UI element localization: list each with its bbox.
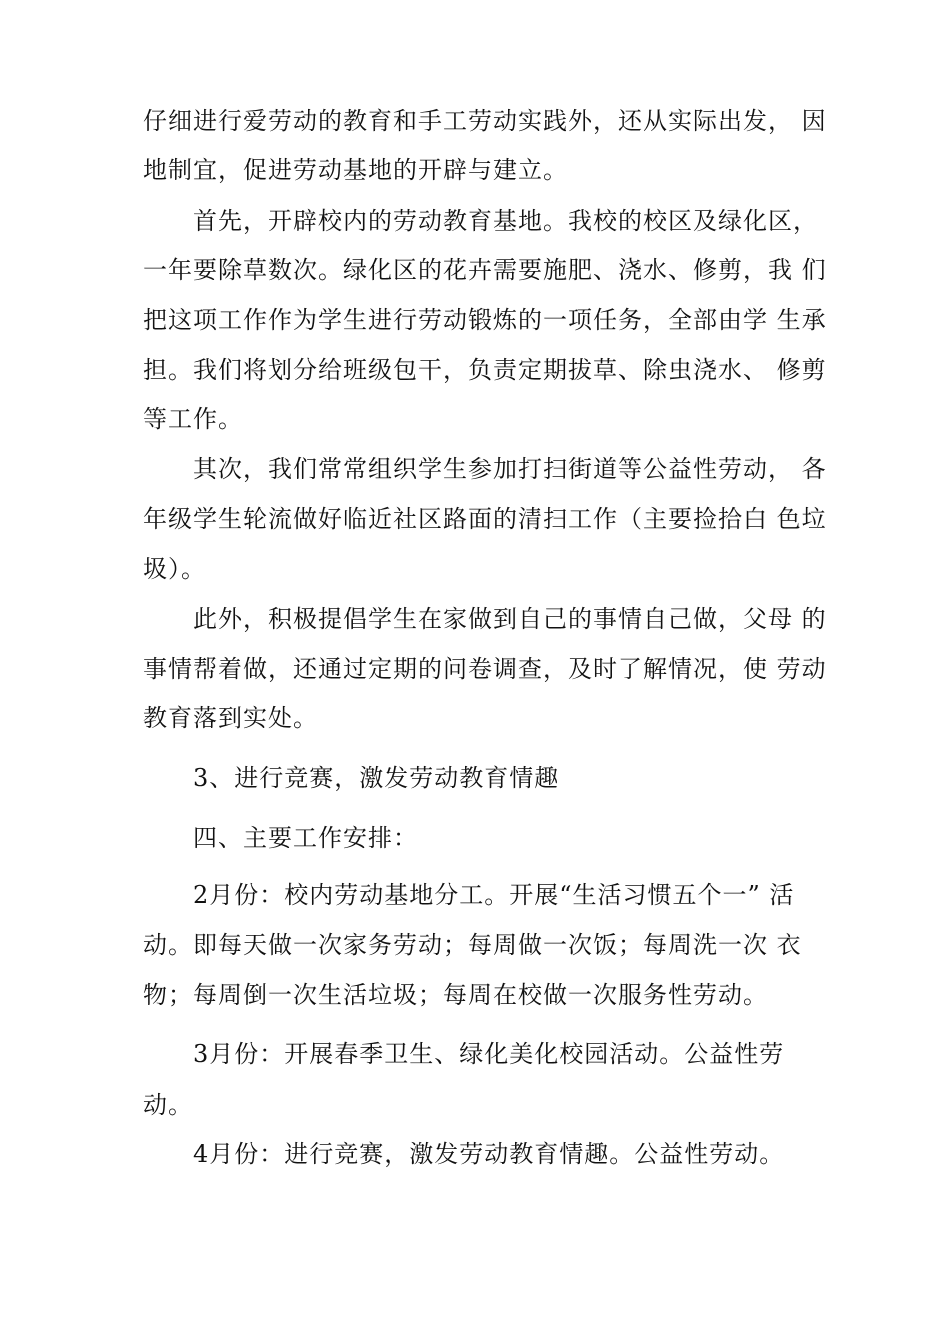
text-line: 动。: [143, 1091, 193, 1119]
text-line: 此外，积极提倡学生在家做到自己的事情自己做，父母 的: [193, 605, 827, 633]
text-line: 圾）。: [143, 555, 206, 583]
text-line: 担。我们将划分给班级包干，负责定期拔草、除虫浇水、 修剪: [143, 356, 827, 384]
text-line: 教育落到实处。: [143, 704, 318, 732]
text-line: 年级学生轮流做好临近社区路面的清扫工作（主要捡拾白 色垃: [143, 505, 827, 533]
text-line: 事情帮着做，还通过定期的问卷调查，及时了解情况，使 劳动: [143, 655, 827, 683]
text-line: 物；每周倒一次生活垃圾；每周在校做一次服务性劳动。: [143, 981, 768, 1009]
text-line: 2月份：校内劳动基地分工。开展“生活习惯五个一” 活: [193, 881, 795, 909]
text-line: 一年要除草数次。绿化区的花卉需要施肥、浇水、修剪，我 们: [143, 256, 827, 284]
text-line: 首先，开辟校内的劳动教育基地。我校的校区及绿化区，: [193, 207, 818, 235]
text-line: 动。即每天做一次家务劳动；每周做一次饭；每周洗一次 衣: [143, 931, 802, 959]
text-line: 仔细进行爱劳动的教育和手工劳动实践外，还从实际出发， 因: [143, 107, 827, 135]
text-line: 3月份：开展春季卫生、绿化美化校园活动。公益性劳: [193, 1040, 785, 1068]
text-line: 等工作。: [143, 405, 243, 433]
text-line: 其次，我们常常组织学生参加打扫街道等公益性劳动， 各: [193, 455, 827, 483]
text-line: 地制宜，促进劳动基地的开辟与建立。: [143, 156, 568, 184]
text-line: 把这项工作作为学生进行劳动锻炼的一项任务，全部由学 生承: [143, 306, 827, 334]
section-heading: 四、主要工作安排：: [193, 824, 418, 852]
text-line: 4月份：进行竞赛，激发劳动教育情趣。公益性劳动。: [193, 1140, 785, 1168]
section-heading: 3、进行竞赛，激发劳动教育情趣: [193, 764, 560, 792]
